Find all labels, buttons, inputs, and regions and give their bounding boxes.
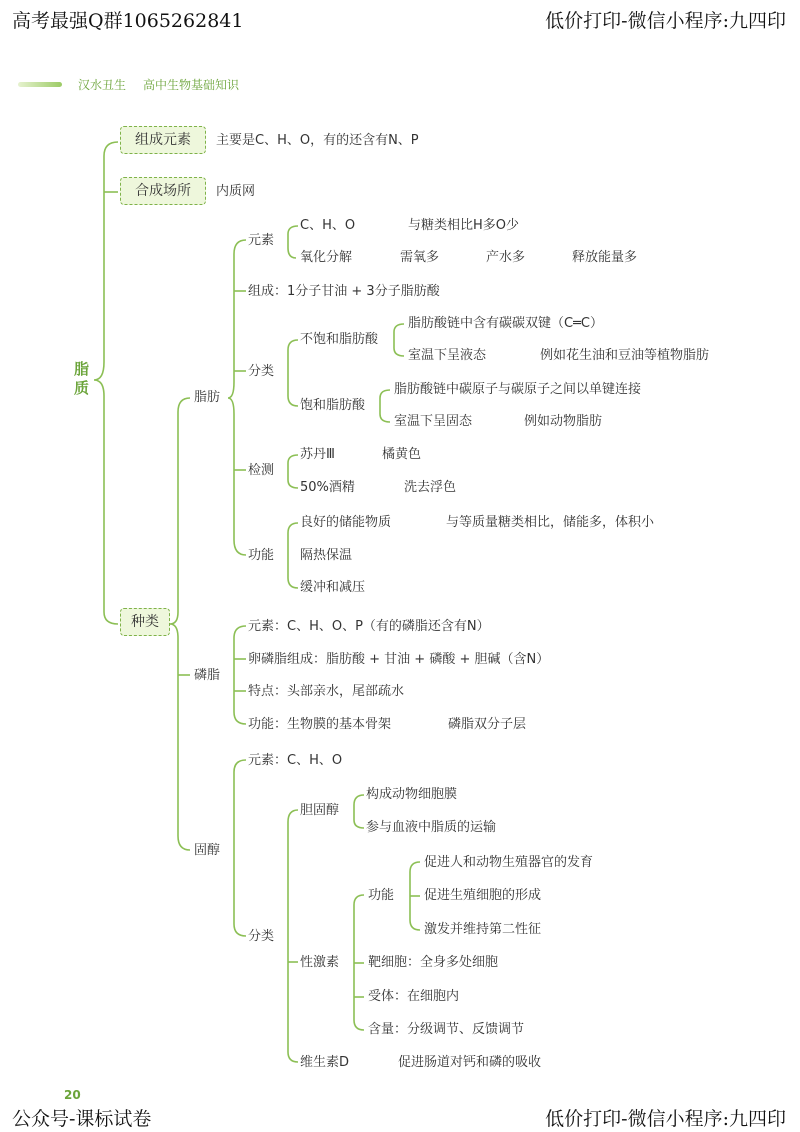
footer-right: 低价打印-微信小程序:九四印 (545, 1108, 786, 1130)
sex-hormone-label: 性激素 (300, 955, 340, 970)
detect-reagent-1: 苏丹Ⅲ (300, 447, 335, 462)
fat-function-2: 隔热保温 (300, 548, 353, 563)
subheader-title: 高中生物基础知识 (143, 78, 240, 92)
unsaturated-l2b: 例如花生油和豆油等植物脂肪 (540, 348, 710, 363)
sex-hormone-function-1: 促进人和动物生殖器官的发育 (424, 855, 594, 870)
detect-result-1: 橘黄色 (382, 447, 422, 462)
header-left: 高考最强Q群1065262841 (12, 10, 244, 32)
fat-elements: C、H、O (300, 218, 356, 233)
unsaturated-l1: 脂肪酸链中含有碳碳双键（C═C） (408, 316, 603, 331)
cholesterol-item-1: 构成动物细胞膜 (366, 787, 458, 802)
root-label: 脂质 (74, 360, 90, 397)
cholesterol-label: 胆固醇 (300, 803, 340, 818)
fat-function-label: 功能 (248, 548, 275, 563)
fat-class-label: 分类 (248, 364, 275, 379)
fat-function-3: 缓冲和减压 (300, 580, 366, 595)
sex-hormone-content: 含量：分级调节、反馈调节 (368, 1022, 525, 1037)
types-label-box: 种类 (120, 608, 170, 636)
fat-label: 脂肪 (194, 390, 221, 405)
phospholipid-item-2: 卵磷脂组成：脂肪酸 + 甘油 + 磷酸 + 胆碱（含N） (248, 652, 550, 667)
synthesis-label-box: 合成场所 (120, 177, 206, 205)
sterol-class-label: 分类 (248, 929, 275, 944)
sex-hormone-target: 靶细胞：全身多处细胞 (368, 955, 499, 970)
fat-water: 产水多 (486, 250, 526, 265)
vitamin-d-text: 促进肠道对钙和磷的吸收 (398, 1055, 542, 1070)
phospholipid-item-3: 特点：头部亲水，尾部疏水 (248, 684, 405, 699)
phospholipid-note: 磷脂双分子层 (448, 717, 527, 732)
detect-reagent-2: 50%酒精 (300, 480, 355, 495)
header-right: 低价打印-微信小程序:九四印 (545, 10, 786, 32)
saturated-l2b: 例如动物脂肪 (524, 414, 603, 429)
vitamin-d-label: 维生素D (300, 1055, 350, 1070)
phospholipid-label: 磷脂 (194, 668, 221, 683)
sterol-elements: 元素：C、H、O (248, 753, 343, 768)
sex-hormone-function-3: 激发并维持第二性征 (424, 922, 542, 937)
saturated-label: 饱和脂肪酸 (300, 398, 366, 413)
footer-left: 公众号-课标试卷 (12, 1108, 152, 1130)
fat-composition: 组成：1分子甘油 + 3分子脂肪酸 (248, 284, 440, 299)
detect-label: 检测 (248, 463, 275, 478)
sex-hormone-receptor: 受体：在细胞内 (368, 989, 460, 1004)
fat-elements-note: 与糖类相比H多O少 (408, 218, 520, 233)
sex-hormone-function-2: 促进生殖细胞的形成 (424, 888, 542, 903)
page-number: 20 (64, 1088, 81, 1102)
fat-oxidation: 氧化分解 (300, 250, 353, 265)
sex-hormone-function-label: 功能 (368, 888, 395, 903)
saturated-l1: 脂肪酸链中碳原子与碳原子之间以单键连接 (394, 382, 642, 397)
fat-oxygen: 需氧多 (400, 250, 440, 265)
cholesterol-item-2: 参与血液中脂质的运输 (366, 820, 497, 835)
subheader-author: 汉水丑生 (78, 78, 127, 92)
fat-energy: 释放能量多 (572, 250, 638, 265)
saturated-l2a: 室温下呈固态 (394, 414, 473, 429)
fat-function-1-note: 与等质量糖类相比，储能多，体积小 (446, 515, 655, 530)
unsaturated-l2a: 室温下呈液态 (408, 348, 487, 363)
phospholipid-item-1: 元素：C、H、O、P（有的磷脂还含有N） (248, 619, 490, 634)
sterol-label: 固醇 (194, 843, 221, 858)
detect-result-2: 洗去浮色 (404, 480, 457, 495)
fat-elements-label: 元素 (248, 233, 275, 248)
composition-label-box: 组成元素 (120, 126, 206, 154)
phospholipid-item-4: 功能：生物膜的基本骨架 (248, 717, 392, 732)
synthesis-text: 内质网 (216, 184, 256, 199)
unsaturated-label: 不饱和脂肪酸 (300, 332, 379, 347)
fat-function-1: 良好的储能物质 (300, 515, 392, 530)
composition-text: 主要是C、H、O，有的还含有N、P (216, 133, 419, 148)
